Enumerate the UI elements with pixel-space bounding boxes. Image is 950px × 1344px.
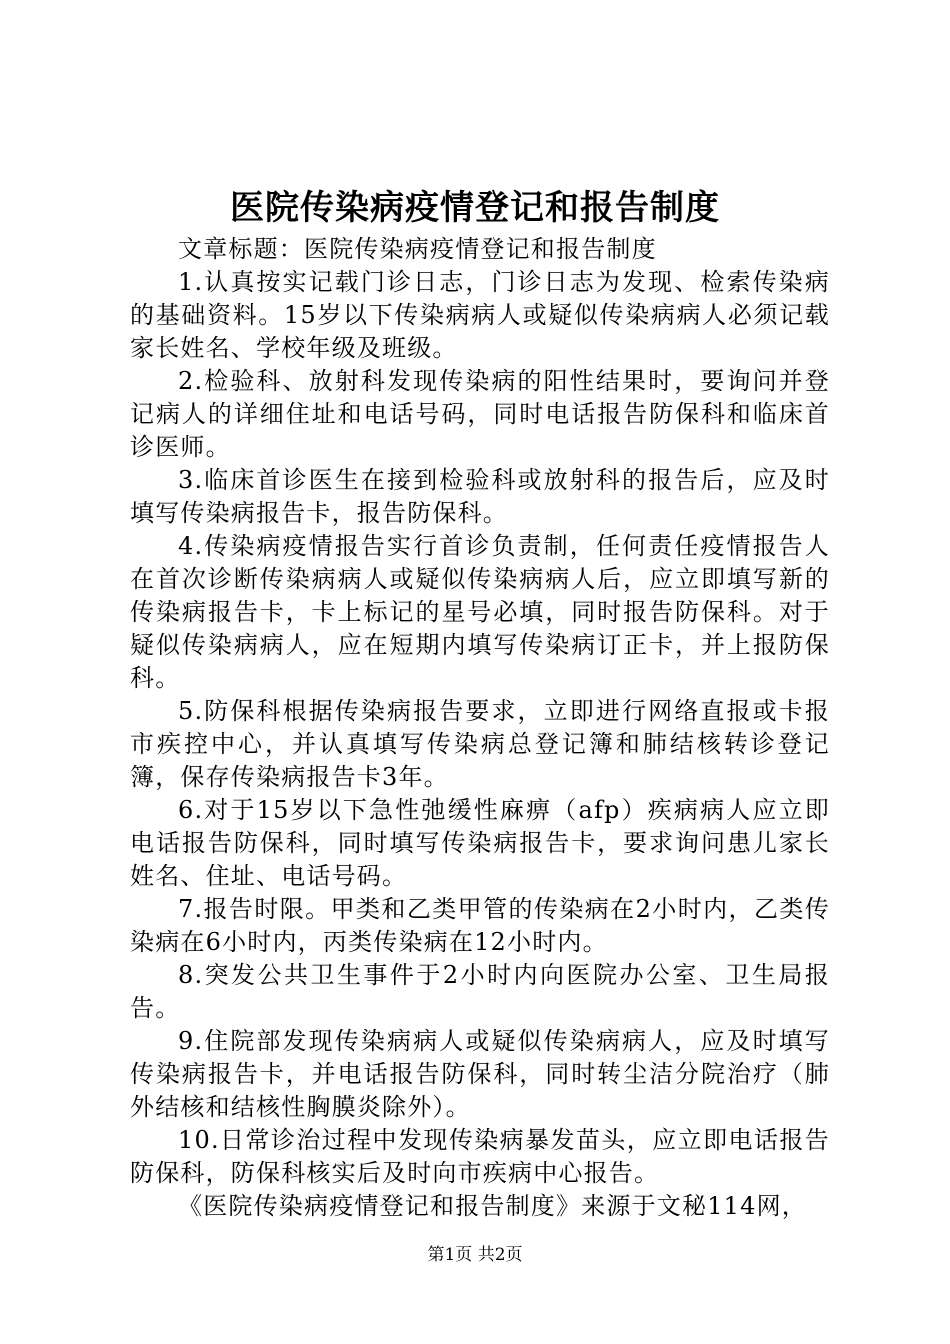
paragraph-item-1: 1.认真按实记载门诊日志，门诊日志为发现、检索传染病的基础资料。15岁以下传染病病人或疑似传染病病人必须记载家长姓名、学校年级及班级。 bbox=[130, 268, 830, 362]
paragraph-item-3: 3.临床首诊医生在接到检验科或放射科的报告后，应及时填写传染病报告卡，报告防保科。 bbox=[130, 466, 830, 527]
paragraph-item-6: 6.对于15岁以下急性弛缓性麻痹（afp）疾病病人应立即电话报告防保科，同时填写传染病报告卡，要求询问患儿家长姓名、住址、电话号码。 bbox=[130, 796, 830, 890]
page-number-footer: 第1页 共2页 bbox=[427, 1245, 523, 1265]
paragraph-item-9: 9.住院部发现传染病病人或疑似传染病病人，应及时填写传染病报告卡，并电话报告防保科，同时转尘洁分院治疗（肺外结核和结核性胸膜炎除外）。 bbox=[130, 1027, 830, 1121]
paragraph-item-10: 10.日常诊治过程中发现传染病暴发苗头，应立即电话报告防保科，防保科核实后及时向市疾病中心报告。 bbox=[130, 1126, 830, 1187]
document-title: 医院传染病疫情登记和报告制度 bbox=[230, 188, 720, 228]
document-body bbox=[130, 233, 830, 1223]
paragraph-item-4: 4.传染病疫情报告实行首诊负责制，任何责任疫情报告人在首次诊断传染病病人或疑似传染病病人后，应立即填写新的传染病报告卡，卡上标记的星号必填，同时报告防保科。对于疑似传染病病人，应在短期内填写传染病订正卡，并上报防保科。 bbox=[130, 532, 830, 692]
paragraph-item-7: 7.报告时限。甲类和乙类甲管的传染病在2小时内，乙类传染病在6小时内，丙类传染病在12小时内。 bbox=[130, 895, 830, 956]
paragraph-item-8: 8.突发公共卫生事件于2小时内向医院办公室、卫生局报告。 bbox=[130, 961, 830, 1022]
paragraph-item-2: 2.检验科、放射科发现传染病的阳性结果时，要询问并登记病人的详细住址和电话号码，同时电话报告防保科和临床首诊医师。 bbox=[130, 367, 830, 461]
paragraph-item-5: 5.防保科根据传染病报告要求，立即进行网络直报或卡报市疾控中心，并认真填写传染病总登记簿和肺结核转诊登记簿，保存传染病报告卡3年。 bbox=[130, 697, 830, 791]
paragraph-source-note: 《医院传染病疫情登记和报告制度》来源于文秘114网， bbox=[178, 1192, 808, 1220]
paragraph-article-title: 文章标题：医院传染病疫情登记和报告制度 bbox=[178, 235, 657, 263]
